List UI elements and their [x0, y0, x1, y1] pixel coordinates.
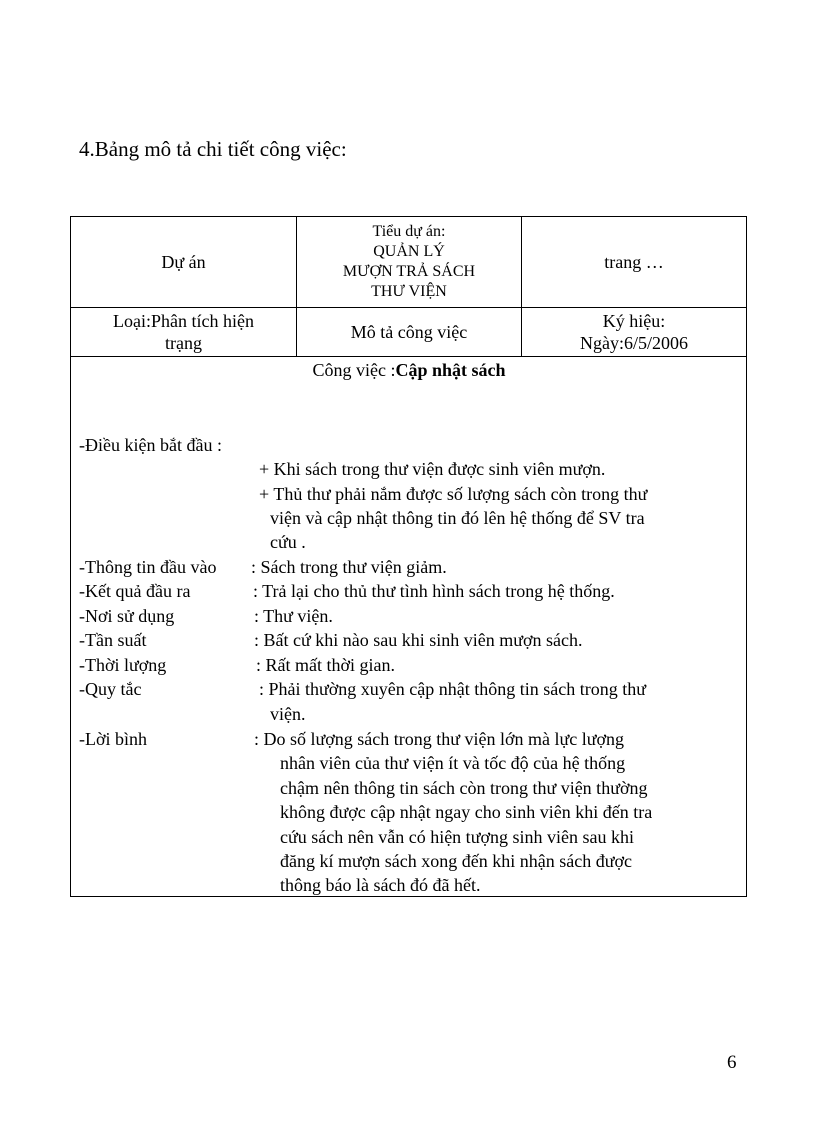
- header-row: [71, 217, 747, 308]
- subproject-name-line: QUẢN LÝ: [373, 243, 445, 260]
- meta-row: [71, 308, 747, 357]
- body-row: [71, 357, 747, 897]
- subproject-label: Tiểu dự án:: [372, 223, 446, 240]
- field-value: : Trả lại cho thủ thư tình hình sách trong hệ thống.: [253, 581, 615, 601]
- date-label: Ngày:6/5/2006: [580, 333, 688, 353]
- comment-line: thông báo là sách đó đã hết.: [280, 875, 481, 895]
- task-body-cell: [71, 357, 747, 897]
- section-heading: 4.Bảng mô tả chi tiết công việc:: [79, 137, 347, 161]
- field-value: : Bất cứ khi nào sau khi sinh viên mượn sách.: [254, 630, 583, 650]
- field-label: -Tần suất: [79, 630, 147, 650]
- field-value-continuation: viện.: [270, 704, 306, 724]
- comment-label: -Lời bình: [79, 729, 148, 749]
- subproject-name-line: THƯ VIỆN: [371, 283, 447, 300]
- type-line: trạng: [165, 333, 202, 353]
- symbol-label: Ký hiệu:: [602, 311, 666, 331]
- field-label: -Nơi sử dụng: [79, 606, 175, 626]
- page-reference: trang …: [522, 217, 747, 308]
- type-cell: [71, 308, 297, 357]
- task-name: Cập nhật sách: [395, 360, 506, 380]
- project-label: Dự án: [71, 217, 297, 308]
- subproject-name-line: MƯỢN TRẢ SÁCH: [342, 263, 476, 280]
- comment-line: không được cập nhật ngay cho sinh viên khi đến tra: [280, 802, 653, 822]
- start-condition-item: + Khi sách trong thư viện được sinh viên mượn.: [259, 459, 606, 479]
- field-value: : Thư viện.: [254, 606, 333, 626]
- page-number: 6: [727, 1052, 737, 1073]
- type-line: Loại:Phân tích hiện: [113, 311, 254, 331]
- field-label: -Thời lượng: [79, 655, 167, 675]
- comment-line: : Do số lượng sách trong thư viện lớn mà lực lượng: [254, 729, 625, 749]
- comment-line: cứu sách nên vẫn có hiện tượng sinh viên sau khi: [280, 827, 634, 847]
- field-value: : Sách trong thư viện giảm.: [251, 557, 447, 577]
- description-cell: [297, 308, 522, 357]
- task-description-table: [70, 216, 747, 897]
- start-condition-label: -Điều kiện bắt đầu :: [79, 435, 222, 455]
- comment-line: nhân viên của thư viện ít và tốc độ của hệ thống: [280, 753, 626, 773]
- comment-line: đăng kí mượn sách xong đến khi nhận sách được: [280, 851, 632, 871]
- field-value: : Phải thường xuyên cập nhật thông tin sách trong thư: [259, 679, 646, 699]
- start-condition-item: cứu .: [270, 532, 306, 552]
- field-label: -Quy tắc: [79, 679, 142, 699]
- field-value: : Rất mất thời gian.: [256, 655, 395, 675]
- description-label: Mô tả công việc: [350, 322, 468, 342]
- subproject-cell: [297, 217, 522, 308]
- task-prefix: Công việc :: [312, 360, 396, 380]
- start-condition-item: viện và cập nhật thông tin đó lên hệ thống để SV tra: [270, 508, 645, 528]
- comment-line: chậm nên thông tin sách còn trong thư viện thường: [280, 778, 648, 798]
- field-label: -Kết quả đầu ra: [79, 581, 191, 601]
- task-title: [71, 358, 747, 382]
- field-label: -Thông tin đầu vào: [79, 557, 217, 577]
- symbol-date-cell: [522, 308, 747, 357]
- start-condition-item: + Thủ thư phải nắm được số lượng sách còn trong thư: [259, 484, 648, 504]
